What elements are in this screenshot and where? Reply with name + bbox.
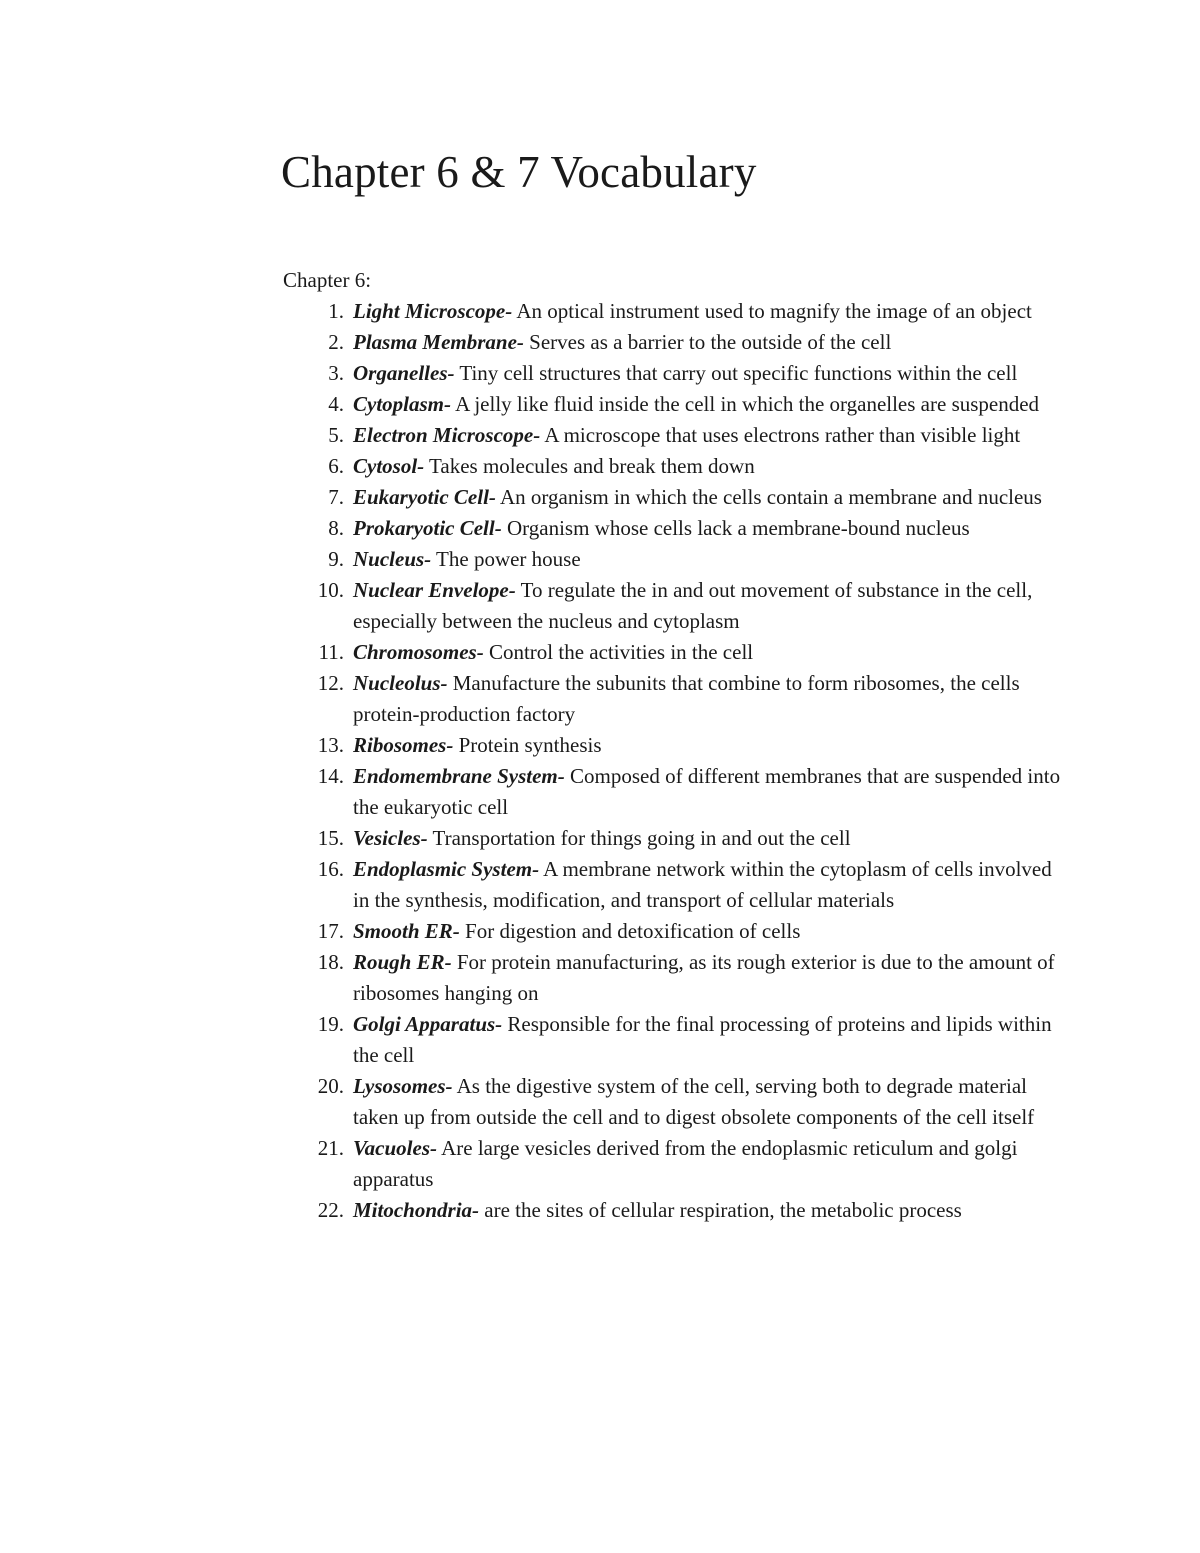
item-number: 10. (317, 578, 344, 602)
item-number: 4. (328, 392, 344, 416)
vocab-term: Vacuoles- (353, 1136, 437, 1160)
item-number: 12. (317, 671, 344, 695)
vocab-term: Eukaryotic Cell- (353, 485, 496, 509)
vocab-definition: Control the activities in the cell (483, 640, 754, 664)
item-entry (353, 544, 1073, 575)
vocab-term: Golgi Apparatus- (353, 1012, 503, 1036)
vocab-item (283, 823, 1073, 854)
vocab-definition: Responsible for the final processing of proteins and lipids within the cell (353, 1012, 1052, 1067)
vocabulary-list (283, 296, 1073, 1226)
vocab-item (283, 916, 1073, 947)
item-entry (353, 947, 1073, 1009)
vocab-definition: A jelly like fluid inside the cell in which the organelles are suspended (451, 392, 1040, 416)
vocab-term: Mitochondria- (353, 1198, 480, 1222)
vocab-item (283, 947, 1073, 1009)
vocab-definition: Manufacture the subunits that combine to form ribosomes, the cells protein-production factory (353, 671, 1020, 726)
item-number: 21. (317, 1136, 344, 1160)
vocab-item (283, 296, 1073, 327)
vocab-item (283, 1133, 1073, 1195)
vocab-term: Rough ER- (353, 950, 452, 974)
item-number: 15. (317, 826, 344, 850)
item-number: 13. (317, 733, 344, 757)
vocab-item (283, 637, 1073, 668)
vocab-item (283, 482, 1073, 513)
item-number: 1. (328, 299, 344, 323)
vocab-item (283, 668, 1073, 730)
vocab-term: Nucleus- (353, 547, 432, 571)
vocab-item (283, 730, 1073, 761)
section-label: Chapter 6: (283, 268, 372, 292)
item-number: 22. (317, 1198, 344, 1222)
vocab-item (283, 1071, 1073, 1133)
vocab-term: Smooth ER- (353, 919, 460, 943)
vocab-definition: For protein manufacturing, as its rough exterior is due to the amount of ribosomes hanging on (353, 950, 1055, 1005)
vocab-definition: Transportation for things going in and out the cell (427, 826, 851, 850)
item-number: 14. (317, 764, 344, 788)
item-entry (353, 358, 1073, 389)
vocab-term: Plasma Membrane- (353, 330, 524, 354)
item-entry (353, 482, 1073, 513)
vocab-item (283, 1195, 1073, 1226)
item-entry (353, 1071, 1073, 1133)
item-entry (353, 730, 1073, 761)
item-number: 16. (317, 857, 344, 881)
item-number: 5. (328, 423, 344, 447)
item-entry (353, 1133, 1073, 1195)
item-number: 8. (328, 516, 344, 540)
vocab-item (283, 1009, 1073, 1071)
vocab-term: Cytosol- (353, 454, 425, 478)
item-entry (353, 1009, 1073, 1071)
vocab-item (283, 575, 1073, 637)
vocab-definition: Takes molecules and break them down (424, 454, 755, 478)
vocab-term: Prokaryotic Cell- (353, 516, 502, 540)
vocab-definition: For digestion and detoxification of cells (459, 919, 801, 943)
item-number: 11. (318, 640, 344, 664)
item-entry (353, 823, 1073, 854)
item-entry (353, 854, 1073, 916)
page-title: Chapter 6 & 7 Vocabulary (281, 147, 757, 197)
vocab-term: Nucleolus- (353, 671, 448, 695)
vocab-term: Nuclear Envelope- (353, 578, 516, 602)
vocab-term: Electron Microscope- (353, 423, 541, 447)
vocab-item (283, 451, 1073, 482)
vocab-definition: are the sites of cellular respiration, the metabolic process (479, 1198, 962, 1222)
item-entry (353, 389, 1073, 420)
vocab-definition: Protein synthesis (453, 733, 602, 757)
item-number: 7. (328, 485, 344, 509)
vocab-item (283, 327, 1073, 358)
vocab-item (283, 761, 1073, 823)
item-number: 2. (328, 330, 344, 354)
vocab-term: Lysosomes- (353, 1074, 453, 1098)
item-entry (353, 668, 1073, 730)
item-entry (353, 761, 1073, 823)
vocab-item (283, 854, 1073, 916)
vocab-definition: A microscope that uses electrons rather than visible light (540, 423, 1021, 447)
item-number: 3. (328, 361, 344, 385)
vocab-definition: Tiny cell structures that carry out specific functions within the cell (454, 361, 1018, 385)
vocab-term: Endomembrane System- (353, 764, 565, 788)
item-entry (353, 575, 1073, 637)
item-number: 19. (317, 1012, 344, 1036)
item-number: 9. (328, 547, 344, 571)
vocab-term: Chromosomes- (353, 640, 484, 664)
vocab-term: Vesicles- (353, 826, 428, 850)
vocab-definition: An organism in which the cells contain a membrane and nucleus (495, 485, 1042, 509)
vocab-definition: Composed of different membranes that are suspended into the eukaryotic cell (353, 764, 1061, 819)
item-number: 18. (317, 950, 344, 974)
vocab-term: Cytoplasm- (353, 392, 451, 416)
item-entry (353, 1195, 1073, 1226)
item-number: 20. (317, 1074, 344, 1098)
item-entry (353, 637, 1073, 668)
vocab-term: Light Microscope- (353, 299, 513, 323)
vocab-definition: As the digestive system of the cell, serving both to degrade material taken up from outside the cell and to digest obsolete components of the cell itself (353, 1074, 1035, 1129)
item-entry (353, 513, 1073, 544)
vocab-item (283, 358, 1073, 389)
vocab-item (283, 513, 1073, 544)
vocab-definition: To regulate the in and out movement of substance in the cell, especially between the nucleus and cytoplasm (353, 578, 1033, 633)
item-entry (353, 420, 1073, 451)
vocab-definition: Serves as a barrier to the outside of the cell (523, 330, 892, 354)
vocab-term: Organelles- (353, 361, 455, 385)
vocab-item (283, 420, 1073, 451)
vocab-item (283, 544, 1073, 575)
item-entry (353, 451, 1073, 482)
item-number: 6. (328, 454, 344, 478)
vocab-definition: A membrane network within the cytoplasm of cells involved in the synthesis, modification, and transport of cellular materials (353, 857, 1052, 912)
item-entry (353, 296, 1073, 327)
item-entry (353, 916, 1073, 947)
vocab-definition: Are large vesicles derived from the endoplasmic reticulum and golgi apparatus (353, 1136, 1018, 1191)
item-entry (353, 327, 1073, 358)
vocab-definition: Organism whose cells lack a membrane-bound nucleus (501, 516, 970, 540)
item-number: 17. (317, 919, 344, 943)
vocab-definition: The power house (431, 547, 581, 571)
vocab-term: Ribosomes- (353, 733, 454, 757)
vocab-term: Endoplasmic System- (353, 857, 540, 881)
vocab-definition: An optical instrument used to magnify the image of an object (512, 299, 1032, 323)
vocab-item (283, 389, 1073, 420)
